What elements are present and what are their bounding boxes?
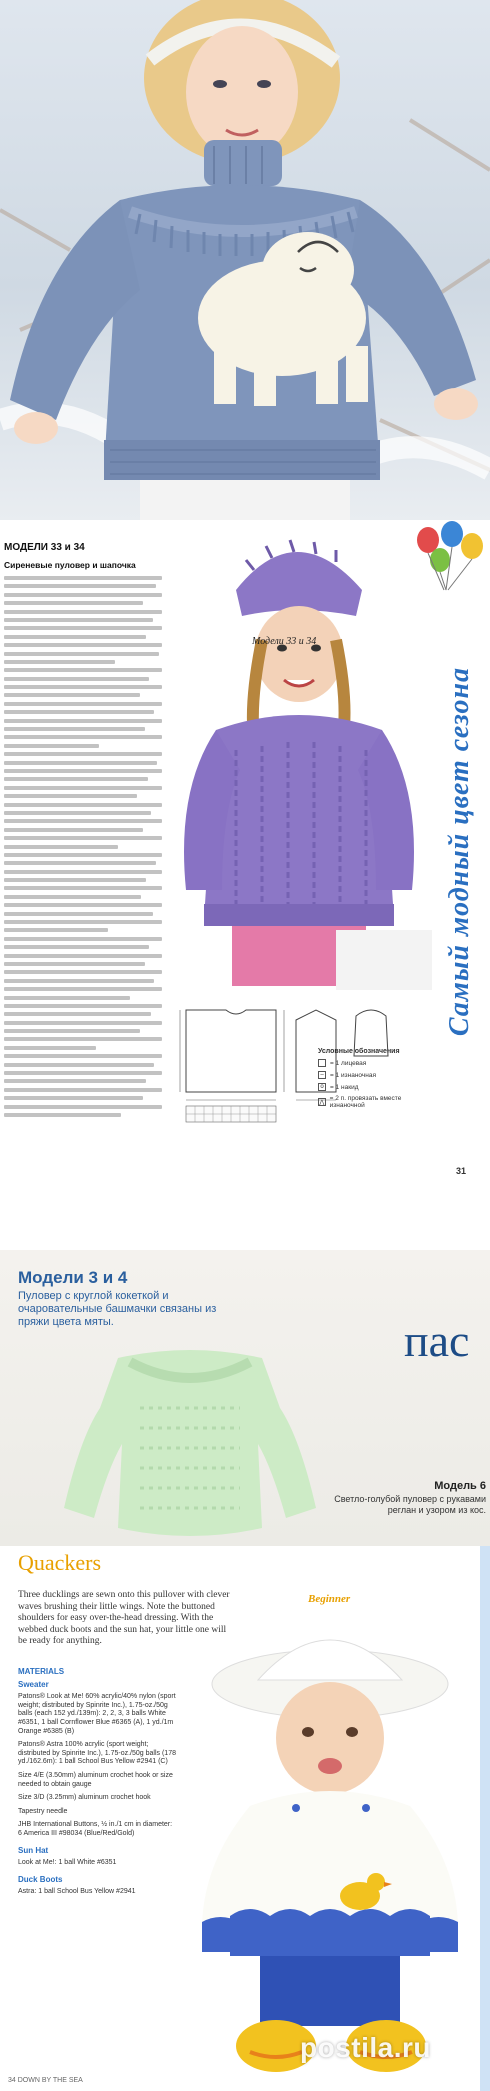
model6-description: Светло-голубой пуловер с рукавами реглан и узором из кос. <box>334 1494 486 1515</box>
material-item: JHB International Buttons, ½ in./1 cm in diameter: 6 America III #98034 (Blue/Red/Gold) <box>18 1821 173 1837</box>
knit-symbol-icon <box>318 1059 326 1067</box>
material-item: Astra: 1 ball School Bus Yellow #2941 <box>18 1888 136 1896</box>
legend-row <box>318 1071 432 1079</box>
page-quackers <box>0 1546 490 2091</box>
blue-lamb-sweater-photo <box>0 0 490 520</box>
lilac-pullover-photo <box>166 520 432 990</box>
models-title: Модели 3 и 4 <box>18 1268 128 1287</box>
symbols-legend <box>318 1048 432 1113</box>
watermark: postila.ru <box>300 2032 432 2063</box>
materials-list <box>18 1660 176 1902</box>
right-edge-rail <box>480 1546 490 2091</box>
photo-model-label: Модели 33 и 34 <box>252 636 317 647</box>
vertical-title <box>432 592 488 1112</box>
pattern-text-block <box>4 576 162 1117</box>
legend-row <box>318 1083 432 1091</box>
legend-row <box>318 1095 432 1109</box>
sunhat-heading: Sun Hat <box>18 1845 49 1855</box>
legend-item: = 1 изнаночная <box>330 1071 377 1079</box>
material-item: Tapestry needle <box>18 1807 68 1815</box>
legend-row <box>318 1059 432 1067</box>
balloons-decoration <box>410 520 490 592</box>
page-number: 31 <box>456 1166 467 1176</box>
baby-duck-sweater-photo <box>180 1606 478 2076</box>
pattern-instructions <box>4 542 162 1121</box>
material-item: Patons® Astra 100% acrylic (sport weight; distributed by Spinrite Inc.), 1.75-oz./50g balls (178 yd./162.6m): 1 ball School Bus Yellow #2941 (C) <box>18 1741 176 1766</box>
sweater-heading: Sweater <box>18 1679 49 1689</box>
material-item: Size 4/E (3.50mm) aluminum crochet hook or size needed to obtain gauge <box>18 1771 173 1788</box>
page-lilac-pullover <box>0 520 490 1250</box>
mint-pullover-photo <box>0 1348 330 1538</box>
boots-heading: Duck Boots <box>18 1874 63 1884</box>
page-blue-lamb-sweater <box>0 0 490 520</box>
materials-heading: MATERIALS <box>18 1667 65 1676</box>
decrease-symbol-icon: ⋀ <box>319 1099 325 1106</box>
models-subheading: Сиреневые пуловер и шапочка <box>4 560 136 570</box>
legend-item: = 1 лицевая <box>330 1059 367 1067</box>
legend-item: = 1 накид <box>330 1083 359 1091</box>
legend-title: Условные обозначения <box>318 1048 400 1055</box>
skill-level-badge: Beginner <box>308 1593 351 1605</box>
yarn-over-symbol-icon: o <box>318 1083 326 1091</box>
models-description: Пуловер с круглой кокеткой и очаровательные башмачки связаны из пряжи цвета мяты. <box>18 1290 217 1328</box>
vertical-title-text: Самый модный цвет сезона <box>444 667 475 1037</box>
purl-symbol-icon: – <box>318 1071 326 1079</box>
pattern-title: Quackers <box>18 1550 102 1575</box>
models-heading: МОДЕЛИ 33 и 34 <box>4 542 85 553</box>
page-mint-pullover <box>0 1250 490 1546</box>
material-item: Patons® Look at Me! 60% acrylic/40% nylon (sport weight; distributed by Spinrite Inc.), 1.75-oz./50g balls (each 152 yd./139m): 2, 2, 3, 3 balls White #6351, 1 ball Cornflower Blue #6365 (A), 1 yd./1m Orange #6385 (B) <box>18 1693 176 1735</box>
material-item: Size 3/D (3.25mm) aluminum crochet hook <box>18 1794 151 1802</box>
pattern-intro: Three ducklings are sewn onto this pullover with clever waves brushing their little wings. Note the buttoned shoulders for easy over-the-head dressing. With the webbed duck boots and the sun hat, your little one will be ready for anything. <box>18 1590 230 1647</box>
model6-title: Модель 6 <box>434 1480 486 1492</box>
page-footer: 34 DOWN BY THE SEA <box>8 2077 83 2084</box>
legend-item: = 2 п. провязать вместе изнаночной <box>329 1095 402 1109</box>
material-item: Look at Me!: 1 ball White #6351 <box>18 1859 117 1867</box>
partial-headline: пас <box>404 1315 470 1366</box>
